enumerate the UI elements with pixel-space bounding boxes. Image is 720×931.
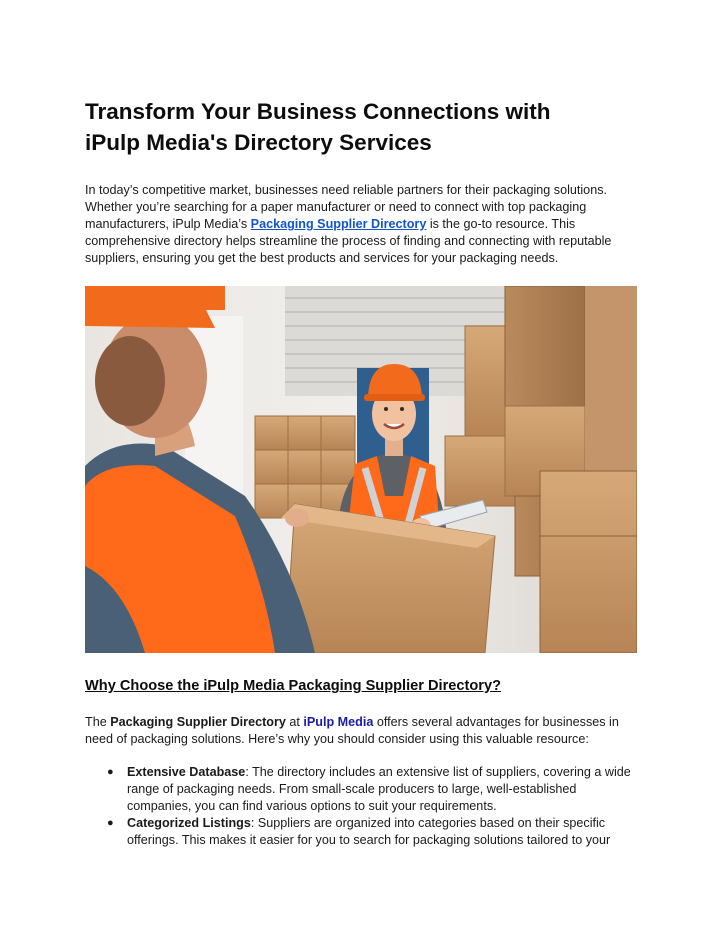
- page-title: [85, 96, 637, 158]
- intro-text-after-link: is the go-to resource. This comprehensive directory helps streamline the process of finding and connecting with reputable suppliers, ensuring you get the best products and services for your packaging needs.: [85, 217, 612, 265]
- title-line-2: iPulp Media's Directory Services: [85, 130, 432, 155]
- feature-text: : Suppliers are organized into categories based on their specific offerings. This makes it easier for you to search for packaging solutions tailored to your: [127, 816, 611, 847]
- bullet-icon: ●: [107, 766, 114, 778]
- packaging-supplier-directory-link[interactable]: Packaging Supplier Directory: [250, 217, 427, 231]
- list-item: [85, 815, 637, 849]
- feature-list: [85, 764, 637, 849]
- feature-text: : The directory includes an extensive list of suppliers, covering a wide range of packaging needs. From small-scale producers to large, well-established companies, you can find various options to suit your requirements.: [127, 765, 631, 813]
- document-page: [85, 96, 637, 849]
- feature-term: Extensive Database: [127, 765, 246, 779]
- warehouse-photo: [85, 286, 637, 653]
- section-intro-bold-term: Packaging Supplier Directory: [110, 715, 286, 729]
- intro-paragraph: [85, 182, 637, 267]
- feature-term: Categorized Listings: [127, 816, 251, 830]
- section-heading: Why Choose the iPulp Media Packaging Supplier Directory?: [85, 678, 501, 694]
- intro-text-before-link: In today’s competitive market, businesses need reliable partners for their packaging solutions. Whether you’re searching for a paper manufacturer or need to connect with top packaging manufacturers, iPulp Media’s: [85, 183, 607, 231]
- section-intro-prefix: The: [85, 715, 111, 729]
- section-intro-suffix: offers several advantages for businesses in need of packaging solutions. Here’s why you should consider using this valuable resource:: [85, 715, 619, 746]
- title-line-1: Transform Your Business Connections with: [85, 99, 551, 124]
- section-intro-paragraph: [85, 714, 637, 748]
- warehouse-illustration: [85, 286, 637, 653]
- bullet-icon: ●: [107, 817, 114, 829]
- box-stack-left: [255, 416, 355, 518]
- ipulp-media-link[interactable]: iPulp Media: [303, 715, 374, 729]
- section-intro-mid: at: [285, 715, 304, 729]
- list-item: [85, 764, 637, 815]
